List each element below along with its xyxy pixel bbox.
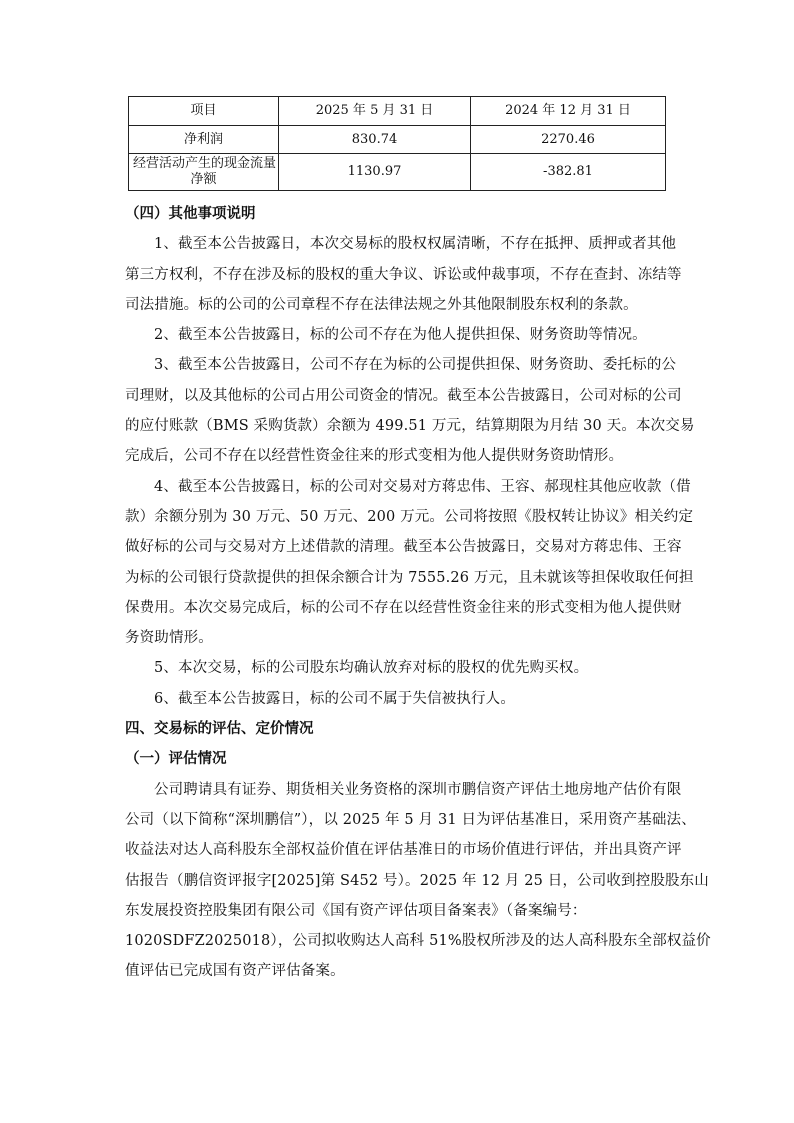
text-line: 6、截至本公告披露日，标的公司不属于失信被执行人。 bbox=[154, 690, 515, 707]
text-line: 收益法对达人高科股东全部权益价值在评估基准日的市场价值进行评估，并出具资产评 bbox=[125, 842, 682, 859]
text-line: 完成后，公司不存在以经营性资金往来的形式变相为他人提供财务资助情形。 bbox=[125, 448, 624, 465]
text-line: 3、截至本公告披露日，公司不存在为标的公司提供担保、财务资助、委托标的公 bbox=[154, 357, 677, 374]
document-body bbox=[96, 199, 711, 987]
table-header-row bbox=[129, 97, 666, 126]
table-cell: -382.81 bbox=[471, 154, 666, 191]
table-cell-line: 净额 bbox=[190, 172, 217, 187]
list-item bbox=[96, 320, 699, 350]
table-cell: 1130.97 bbox=[279, 154, 471, 191]
list-item bbox=[96, 684, 699, 714]
financial-table-container bbox=[128, 96, 665, 191]
text-line: 第三方权利，不存在涉及标的股权的重大争议、诉讼或仲裁事项，不存在查封、冻结等 bbox=[125, 266, 682, 283]
list-item bbox=[96, 229, 699, 320]
text-line: 公司（以下简称“深圳鹏信”），以 2025 年 5 月 31 日为评估基准日，采用资产基础法、 bbox=[125, 811, 696, 828]
text-line: 估报告（鹏信资评报字[2025]第 S452 号）。2025 年 12 月 25 日，公司收到控股股东山 bbox=[125, 872, 709, 889]
text-line: 5、本次交易，标的公司股东均确认放弃对标的股权的优先购买权。 bbox=[154, 660, 589, 677]
table-cell: 2270.46 bbox=[471, 126, 666, 154]
text-line: 款）余额分别为 30 万元、50 万元、200 万元。公司将按照《股权转让协议》相关约定 bbox=[125, 508, 694, 525]
table-cell: 830.74 bbox=[279, 126, 471, 154]
text-line: 1、截至本公告披露日，本次交易标的股权权属清晰，不存在抵押、质押或者其他 bbox=[154, 236, 677, 253]
table-row bbox=[129, 126, 666, 154]
text-line: 司理财，以及其他标的公司占用公司资金的情况。截至本公告披露日，公司对标的公司 bbox=[125, 387, 682, 404]
list-item bbox=[96, 472, 699, 654]
text-line: 的应付账款（BMS 采购货款）余额为 499.51 万元，结算期限为月结 30 天。本次交易 bbox=[125, 418, 695, 435]
text-line: 司法措施。标的公司的公司章程不存在法律法规之外其他限制股东权利的条款。 bbox=[125, 296, 638, 313]
text-line: 务资助情形。 bbox=[125, 630, 213, 647]
text-line: 保费用。本次交易完成后，标的公司不存在以经营性资金往来的形式变相为他人提供财 bbox=[125, 599, 682, 616]
evaluation-paragraph bbox=[96, 775, 711, 987]
section-heading: （四）其他事项说明 bbox=[125, 205, 256, 222]
list-item bbox=[96, 350, 699, 471]
table-header-cell: 2025 年 5 月 31 日 bbox=[279, 97, 471, 126]
chapter-heading: 四、交易标的评估、定价情况 bbox=[125, 720, 314, 738]
table-header-cell: 2024 年 12 月 31 日 bbox=[471, 97, 666, 126]
table-cell bbox=[129, 154, 279, 191]
text-line: 2、截至本公告披露日，标的公司不存在为他人提供担保、财务资助等情况。 bbox=[154, 327, 647, 344]
table-cell: 净利润 bbox=[129, 126, 279, 154]
text-line: 为标的公司银行贷款提供的担保余额合计为 7555.26 万元，且未就该等担保收取任何担 bbox=[125, 569, 694, 586]
text-line: 1020SDFZ2025018），公司拟收购达人高科 51%股权所涉及的达人高科股东全部权益价 bbox=[125, 933, 711, 950]
text-line: 东发展投资控股集团有限公司《国有资产评估项目备案表》（备案编号： bbox=[125, 902, 587, 919]
text-line: 做好标的公司与交易对方上述借款的清理。截至本公告披露日，交易对方蒋忠伟、王容 bbox=[125, 539, 682, 556]
sub-heading: （一）评估情况 bbox=[125, 750, 227, 768]
table-cell-line: 经营活动产生的现金流量 bbox=[133, 156, 277, 171]
table-row bbox=[129, 154, 666, 191]
text-line: 值评估已完成国有资产评估备案。 bbox=[125, 963, 345, 980]
text-line: 公司聘请具有证券、期货相关业务资格的深圳市鹏信资产评估土地房地产估价有限 bbox=[154, 781, 682, 798]
text-line: 4、截至本公告披露日，标的公司对交易对方蒋忠伟、王容、郝现柱其他应收款（借 bbox=[154, 478, 691, 495]
list-item bbox=[96, 653, 699, 683]
table-header-cell: 项目 bbox=[129, 97, 279, 126]
financial-table bbox=[128, 96, 666, 191]
